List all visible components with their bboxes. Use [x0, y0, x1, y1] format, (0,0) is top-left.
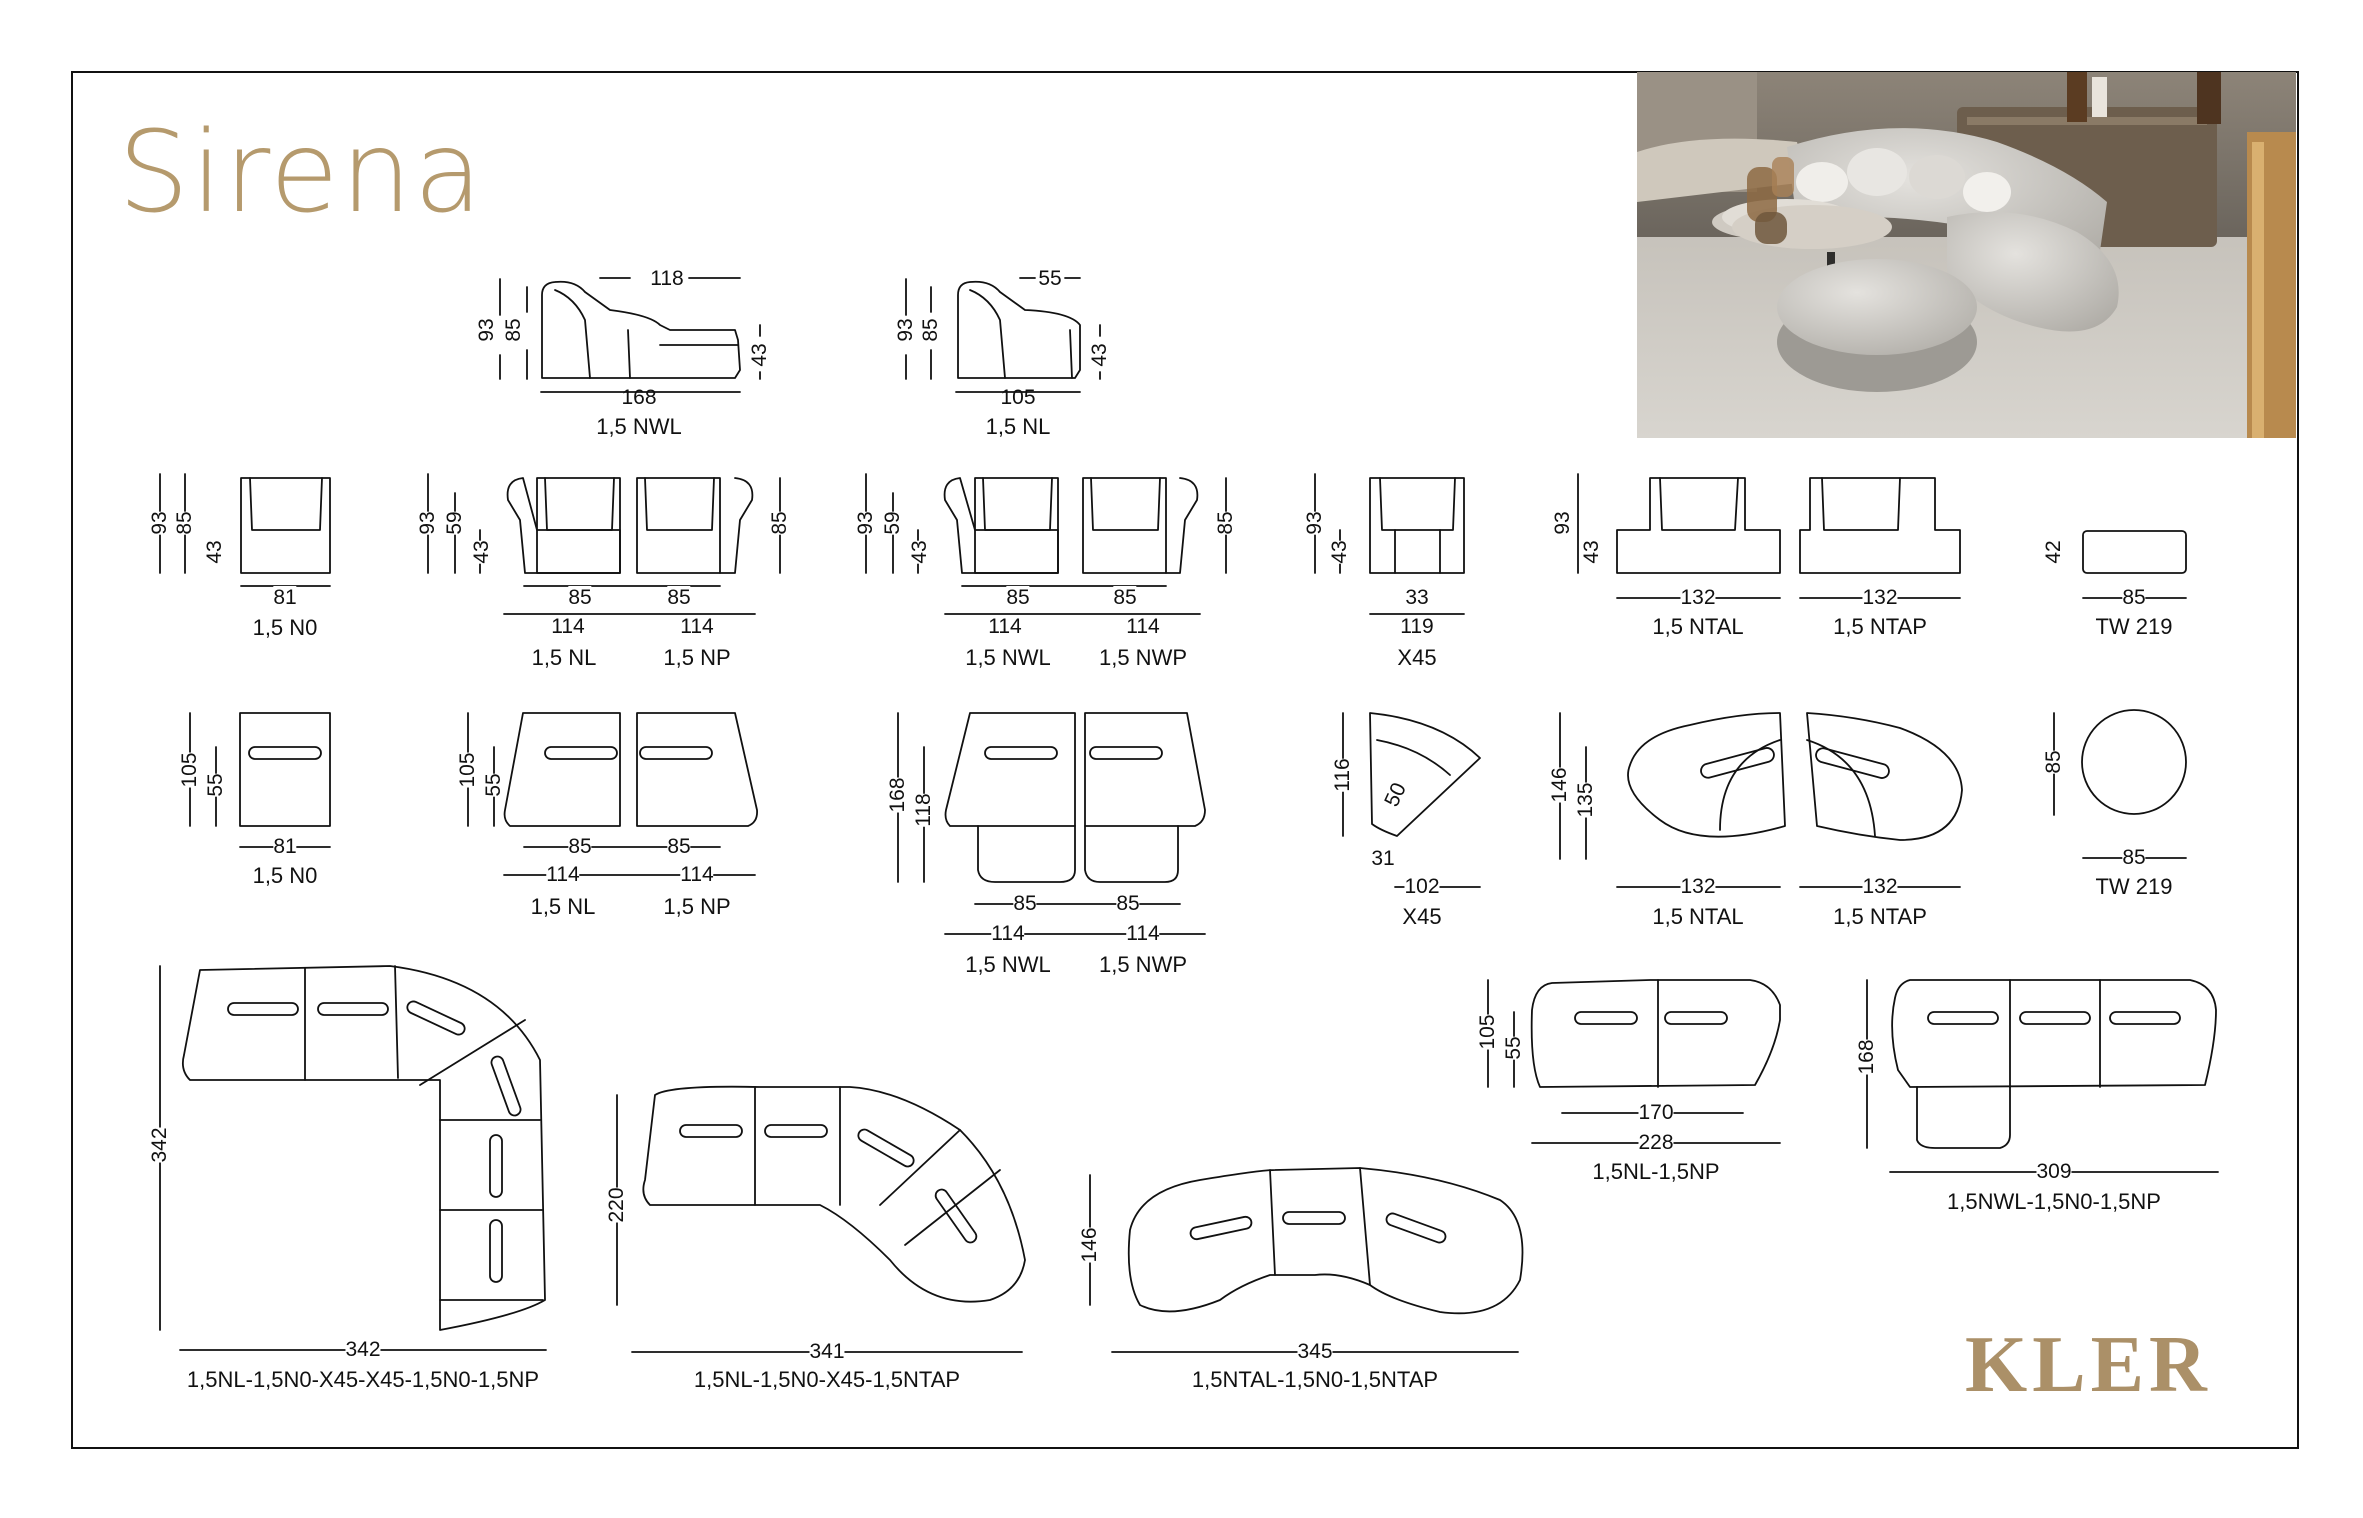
dim-nwlnwp-h2: 59: [881, 511, 904, 535]
dim-threeseat-width: 309: [2036, 1160, 2072, 1183]
dim-x45-h2: 43: [1328, 540, 1351, 564]
dim-nwltop-inner: 85: [1013, 892, 1037, 915]
dim-nwl-depth: 168: [621, 386, 657, 409]
dim-nwl-outer: 114: [988, 615, 1022, 638]
label-round-combo: 1,5NTAL-1,5N0-1,5NTAP: [1191, 1367, 1439, 1392]
label-ntap-front: 1,5 NTAP: [1833, 614, 1927, 639]
label-corner-combo: 1,5NL-1,5N0-X45-X45-1,5N0-1,5NP: [186, 1367, 540, 1392]
dim-ntal-width: 132: [1680, 586, 1716, 609]
label-tw-top: TW 219: [2095, 874, 2173, 899]
two-seat-combo-drawing: [1488, 980, 1780, 1143]
dim-ntaltop-d1: 146: [1548, 767, 1571, 803]
dim-twtop-width: 85: [2122, 846, 2146, 869]
page-title: Sirena: [118, 108, 485, 238]
label-threeseat-combo: 1,5NWL-1,5N0-1,5NP: [1947, 1189, 2161, 1214]
dim-ntaltop-width: 132: [1680, 875, 1716, 898]
dim-nlnp-h3: 43: [470, 540, 493, 564]
label-ntal-front: 1,5 NTAL: [1652, 614, 1744, 639]
label-nl-top: 1,5 NL: [530, 894, 596, 919]
label-x45-top: X45: [1402, 904, 1442, 929]
label-curve-combo: 1,5NL-1,5N0-X45-1,5NTAP: [693, 1367, 961, 1392]
dim-tw-height: 42: [2042, 540, 2065, 564]
dim-ntap-width: 132: [1862, 586, 1898, 609]
dim-nl-depth: 105: [1000, 386, 1036, 409]
dim-nlnp-h2: 59: [443, 511, 466, 535]
label-n0-front: 1,5 N0: [252, 615, 318, 640]
dim-x45top-small: 31: [1371, 847, 1395, 870]
three-seat-combo-drawing: [1867, 980, 2218, 1172]
label-nl-side: 1,5 NL: [985, 414, 1051, 439]
dim-nwlnwp-h4: 85: [1214, 511, 1237, 535]
dim-n0-h2: 85: [173, 511, 196, 535]
dim-ntal-h2: 43: [1580, 540, 1603, 564]
label-nwl-top: 1,5 NWL: [965, 952, 1051, 977]
dim-nwl-inner: 85: [1006, 586, 1030, 609]
corner-combo-drawing: [160, 966, 546, 1350]
dim-nlnp-h4: 85: [768, 511, 791, 535]
nwl-nwp-top-drawing: [898, 713, 1205, 934]
dim-nwp-inner: 85: [1113, 586, 1137, 609]
dim-nl-height: 93: [894, 318, 917, 342]
dim-nl-seatback: 85: [919, 318, 942, 342]
dim-twoseat-inner: 170: [1638, 1101, 1674, 1124]
nwl-side-drawing: [500, 278, 760, 392]
dim-nl-inner: 85: [568, 586, 592, 609]
dim-n0top-d2: 55: [204, 773, 227, 797]
label-twoseat-combo: 1,5NL-1,5NP: [1592, 1159, 1720, 1184]
dim-nlnptop-d1: 105: [456, 752, 479, 788]
x45-top-drawing: [1343, 713, 1480, 887]
dim-np-outer: 114: [680, 615, 714, 638]
dim-corner-width: 342: [345, 1338, 381, 1361]
dim-nlnp-h1: 93: [416, 511, 439, 535]
dim-curve-width: 341: [809, 1340, 845, 1363]
dim-nwlnwp-h3: 43: [908, 540, 931, 564]
dim-n0-h1: 93: [148, 511, 171, 535]
dim-nlnptop-d2: 55: [482, 773, 505, 797]
dim-n0top-width: 81: [273, 835, 297, 858]
dim-twtop-d: 85: [2042, 750, 2065, 774]
dim-ntaptop-width: 132: [1862, 875, 1898, 898]
label-np-front: 1,5 NP: [663, 645, 731, 670]
ntal-ntap-top-drawing: [1560, 713, 1962, 887]
dim-nwl-seatback: 85: [502, 318, 525, 342]
dim-nwlnwptop-d1: 168: [886, 777, 909, 813]
label-nwl-front: 1,5 NWL: [965, 645, 1051, 670]
dim-n0-h3: 43: [203, 540, 226, 564]
dim-nl-top: 55: [1038, 267, 1062, 290]
dim-corner-height: 342: [148, 1127, 171, 1163]
dim-x45top-width: 102: [1404, 875, 1440, 898]
dim-nwp-outer: 114: [1126, 615, 1160, 638]
dim-nwptop-inner: 85: [1116, 892, 1140, 915]
dim-n0-width: 81: [273, 586, 297, 609]
dim-nwptop-outer: 114: [1126, 922, 1160, 945]
dim-round-width: 345: [1297, 1340, 1333, 1363]
dim-x45-inner: 33: [1405, 586, 1429, 609]
dim-round-height: 146: [1078, 1227, 1101, 1263]
dim-x45top-d: 116: [1331, 758, 1354, 792]
dim-nwltop-outer: 114: [991, 922, 1025, 945]
dim-nwlnwptop-d2: 118: [912, 793, 935, 827]
dim-x45-h1: 93: [1303, 511, 1326, 535]
dim-n0top-d1: 105: [178, 752, 201, 788]
label-ntal-top: 1,5 NTAL: [1652, 904, 1744, 929]
dim-nl-outer: 114: [551, 615, 585, 638]
nl-np-top-drawing: [468, 713, 757, 875]
curve-combo-drawing: [617, 1087, 1025, 1352]
round-combo-drawing: [1090, 1168, 1523, 1352]
dim-nwl-height: 93: [475, 318, 498, 342]
label-nl-front: 1,5 NL: [531, 645, 597, 670]
dim-twoseat-d1: 105: [1476, 1014, 1499, 1050]
label-x45-front: X45: [1397, 645, 1437, 670]
tw-top-drawing: [2054, 710, 2186, 858]
label-nwl-side: 1,5 NWL: [596, 414, 682, 439]
label-n0-top: 1,5 N0: [252, 863, 318, 888]
dim-nwlnwp-h1: 93: [854, 511, 877, 535]
label-nwp-top: 1,5 NWP: [1098, 952, 1188, 977]
ntal-ntap-front-drawing: [1578, 474, 1960, 598]
dim-threeseat-d: 168: [1855, 1039, 1878, 1075]
dim-twoseat-d2: 55: [1502, 1036, 1525, 1060]
dim-tw-width: 85: [2122, 586, 2146, 609]
dim-np-inner: 85: [667, 586, 691, 609]
dim-curve-height: 220: [605, 1187, 628, 1223]
dim-nltop-inner: 85: [568, 835, 592, 858]
dim-nptop-outer: 114: [680, 863, 714, 886]
brand-logo: KLER: [1965, 1321, 2212, 1409]
dim-x45top-r: 50: [1380, 779, 1411, 811]
dim-nwl-seat: 43: [748, 343, 771, 367]
dim-twoseat-width: 228: [1638, 1131, 1674, 1154]
dim-nltop-outer: 114: [546, 863, 580, 886]
dim-nptop-inner: 85: [667, 835, 691, 858]
label-ntap-top: 1,5 NTAP: [1833, 904, 1927, 929]
dim-ntaltop-d2: 135: [1574, 782, 1597, 818]
dim-x45-width: 119: [1400, 615, 1434, 638]
dim-nwl-top: 118: [650, 267, 684, 290]
label-np-top: 1,5 NP: [663, 894, 731, 919]
dim-ntal-h1: 93: [1551, 511, 1574, 535]
label-nwp-front: 1,5 NWP: [1098, 645, 1188, 670]
dim-nl-seat: 43: [1088, 343, 1111, 367]
label-tw-front: TW 219: [2095, 614, 2173, 639]
